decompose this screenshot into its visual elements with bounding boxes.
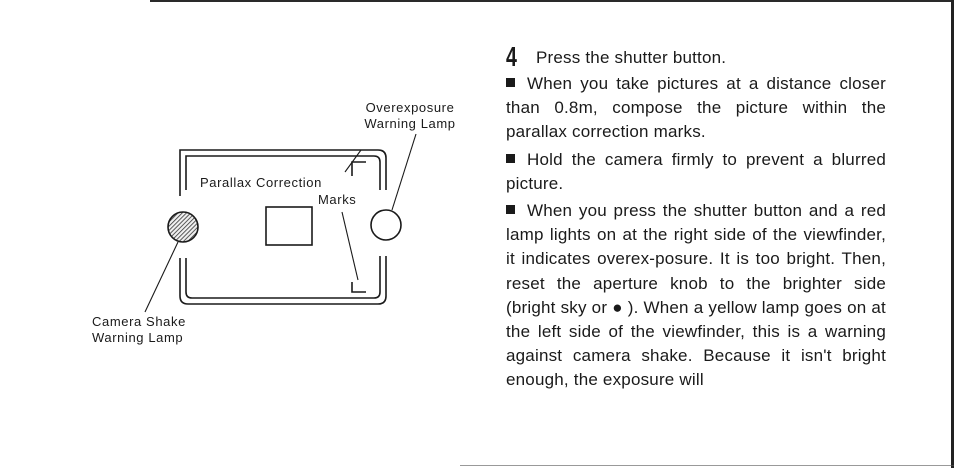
parallax-correction-marks <box>352 162 366 292</box>
overexposure-lamp-label: Overexposure Warning Lamp <box>364 100 456 131</box>
camera-shake-warning-lamp <box>168 212 198 242</box>
bottom-edge-rule <box>460 465 954 466</box>
bullet-square-icon <box>506 205 515 214</box>
instruction-text <box>506 41 886 396</box>
camera-shake-lamp-label: Camera Shake Warning Lamp <box>92 314 186 345</box>
overexposure-warning-lamp <box>371 210 401 240</box>
bullet-square-icon <box>506 78 515 87</box>
paragraph-hold-camera: Hold the camera firmly to prevent a blurred picture. <box>506 149 886 193</box>
viewfinder-frame <box>180 150 386 304</box>
center-frame <box>266 207 312 245</box>
step-heading <box>506 41 886 72</box>
marks-label: Marks <box>318 192 357 207</box>
step-number: 4 <box>506 41 518 72</box>
step-text: Press the shutter button. <box>536 48 727 67</box>
bullet-square-icon <box>506 154 515 163</box>
paragraph-parallax: When you take pictures at a distance closer than 0.8m, compose the picture within the parallax correction marks. <box>506 74 886 142</box>
parallax-correction-label: Parallax Correction <box>200 175 322 190</box>
paragraph-warning-lamps: When you press the shutter button and a red lamp lights on at the right side of the viewfinder, it indicates overex-posure. It is too bright. Then, reset the aperture knob to the brighter side (bright sky or ● ). When a yellow lamp goes on at the left side of the viewfinder, this is a warning against camera shake. Because it isn't bright enough, the exposure will <box>506 201 886 390</box>
